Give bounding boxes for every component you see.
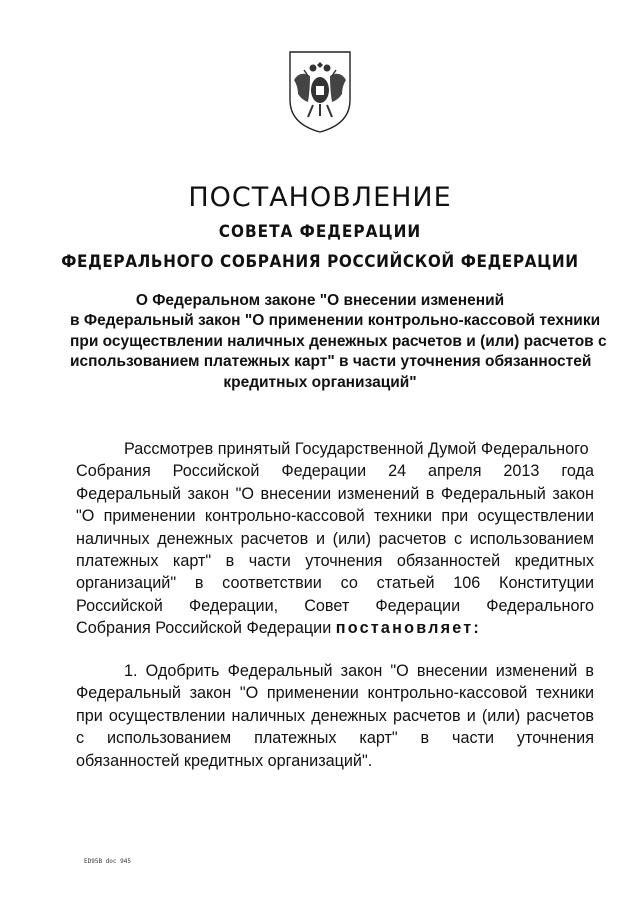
paragraph-line: организаций" в соответствии со статьей 106 Конституции [76,574,594,593]
subject-line: О Федеральном законе "О внесении изменений [135,292,505,309]
paragraph-line: платежных карт" в части уточнения обязанностей кредитных [76,552,594,571]
paragraph-line: Собрания Российской Федерации [76,619,332,638]
issuer-line-2: ФЕДЕРАЛЬНОГО СОБРАНИЯ РОССИЙСКОЙ ФЕДЕРАЦИИ [61,252,579,272]
coat-of-arms-icon [286,48,354,134]
paragraph-line: 1. Одобрить Федеральный закон "О внесении изменений в [124,662,594,680]
paragraph-line: обязанностей кредитных организаций". [76,751,373,770]
paragraph-line: при осуществлении наличных денежных расчетов и (или) расчетов [76,706,594,725]
issuer-line-1: СОВЕТА ФЕДЕРАЦИИ [218,222,422,242]
item-1-paragraph [76,660,594,772]
paragraph-line: с использованием платежных карт" в части уточнения [76,729,594,748]
resolution-verb: постановляет: [335,619,481,638]
document-code: ED95B doc 945 [84,858,131,865]
paragraph-line: Рассмотрев принятый Государственной Думой Федерального [124,440,589,458]
document-subject [70,291,607,393]
subject-line: в Федеральный закон "О применении контрольно-кассовой техники [70,312,601,330]
document-title: ПОСТАНОВЛЕНИЕ [188,182,452,213]
paragraph-line: Собрания Российской Федерации 24 апреля 2013 года [76,462,594,481]
paragraph-line: наличных денежных расчетов и (или) расчетов с использованием [76,529,594,548]
subject-line: при осуществлении наличных денежных расчетов и (или) расчетов с [70,332,607,350]
paragraph-line: Федеральный закон "О применении контрольно-кассовой техники [76,684,594,703]
paragraph-line: "О применении контрольно-кассовой техники при осуществлении [76,507,594,526]
subject-line: использованием платежных карт" в части уточнения обязанностей [70,353,592,371]
paragraph-line: Федеральный закон "О внесении изменений в Федеральный закон [76,484,594,503]
paragraph-last-line [76,617,594,639]
subject-line: кредитных организаций" [223,373,417,391]
paragraph-line: Российской Федерации, Совет Федерации Федерального [76,596,594,615]
preamble-paragraph [76,438,594,640]
